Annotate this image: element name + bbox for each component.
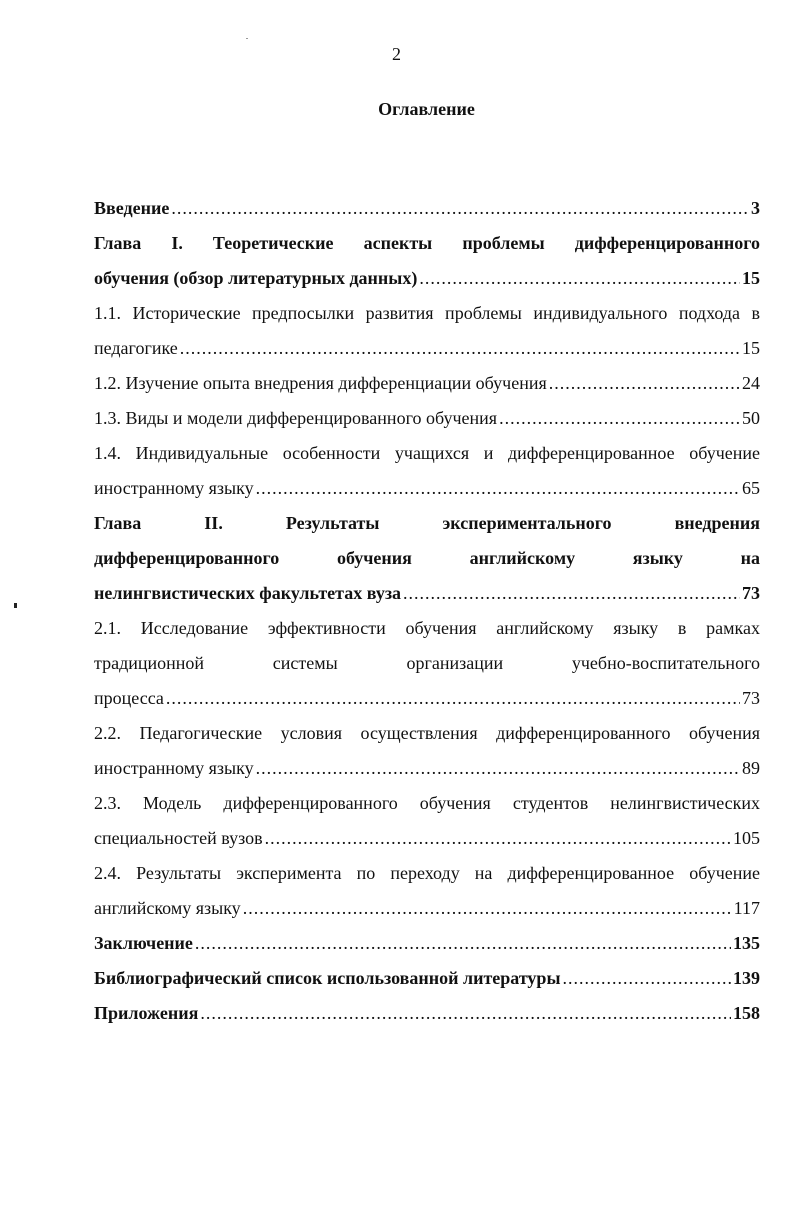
toc-entry: [94, 856, 760, 926]
dot-leader: [200, 996, 731, 1031]
toc-entry-last-line: [94, 961, 760, 996]
toc-entry-title: нелингвистических факультетах вуза: [94, 583, 402, 603]
toc-entry-last-line: [94, 996, 760, 1031]
toc-entry: [94, 611, 760, 716]
dot-leader: [195, 926, 731, 961]
dot-leader: [166, 681, 740, 716]
toc-entry-page: 15: [742, 268, 760, 288]
toc-entry-page: 105: [733, 828, 760, 848]
toc-entry-title: английскому языку: [94, 898, 241, 918]
dot-leader: [563, 961, 732, 996]
toc-entry-last-line: [94, 926, 760, 961]
toc-entry-page: 117: [733, 898, 760, 918]
toc-entry-line: традиционной системы организации учебно-воспитательного: [94, 653, 760, 673]
toc-entry-title: Введение: [94, 198, 170, 218]
toc-entry-line: 2.2. Педагогические условия осуществления дифференцированного обучения: [94, 723, 760, 743]
toc-entry-page: 50: [742, 408, 760, 428]
toc-entry-last-line: [94, 681, 760, 716]
toc-entry: [94, 926, 760, 961]
toc-entry-title: 1.2. Изучение опыта внедрения дифференциации обучения: [94, 373, 547, 393]
toc-entry-title: Приложения: [94, 1003, 199, 1023]
table-of-contents: [94, 191, 760, 1031]
toc-entry: [94, 716, 760, 786]
toc-entry-title: педагогике: [94, 338, 178, 358]
toc-entry-line: дифференцированного обучения английскому языку на: [94, 548, 760, 568]
toc-entry: [94, 436, 760, 506]
toc-entry: [94, 296, 760, 366]
toc-entry: [94, 191, 760, 226]
toc-entry-line: 2.3. Модель дифференцированного обучения студентов нелингвистических: [94, 793, 760, 813]
toc-entry-last-line: [94, 331, 760, 366]
toc-entry-page: 73: [742, 583, 760, 603]
toc-entry-line: 1.4. Индивидуальные особенности учащихся и дифференцированное обучение: [94, 443, 760, 463]
toc-entry-last-line: [94, 576, 760, 611]
toc-entry-page: 73: [742, 688, 760, 708]
toc-entry-last-line: [94, 261, 760, 296]
toc-entry-page: 24: [742, 373, 760, 393]
toc-entry-title: иностранному языку: [94, 758, 254, 778]
dot-leader: [243, 891, 732, 926]
toc-entry-line: 2.4. Результаты эксперимента по переходу на дифференцированное обучение: [94, 863, 760, 883]
toc-entry-page: 65: [742, 478, 760, 498]
toc-entry-last-line: [94, 191, 760, 226]
toc-entry-title: иностранному языку: [94, 478, 254, 498]
toc-entry-last-line: [94, 751, 760, 786]
dot-leader: [256, 751, 740, 786]
toc-entry: [94, 961, 760, 996]
dot-leader: [403, 576, 740, 611]
toc-entry-line: Глава II. Результаты экспериментального внедрения: [94, 513, 760, 533]
page-number: 2: [392, 44, 401, 64]
toc-entry-page: 3: [751, 198, 760, 218]
toc-entry-title: Библиографический список использованной литературы: [94, 968, 561, 988]
toc-entry-last-line: [94, 891, 760, 926]
toc-entry-title: Заключение: [94, 933, 193, 953]
dot-leader: [549, 366, 740, 401]
toc-entry: [94, 226, 760, 296]
dot-leader: [180, 331, 740, 366]
toc-entry-line: 2.1. Исследование эффективности обучения английскому языку в рамках: [94, 618, 760, 638]
toc-entry-last-line: [94, 821, 760, 856]
toc-entry-line: 1.1. Исторические предпосылки развития проблемы индивидуального подхода в: [94, 303, 760, 323]
toc-entry-title: обучения (обзор литературных данных): [94, 268, 418, 288]
toc-entry-page: 139: [733, 968, 760, 988]
page-title: Оглавление: [378, 99, 475, 119]
toc-entry-title: 1.3. Виды и модели дифференцированного обучения: [94, 408, 498, 428]
toc-entry-last-line: [94, 366, 760, 401]
dot-leader: [499, 401, 740, 436]
toc-entry-last-line: [94, 471, 760, 506]
toc-entry-page: 89: [742, 758, 760, 778]
scan-mark: [14, 603, 17, 608]
dot-leader: [265, 821, 731, 856]
toc-entry-page: 15: [742, 338, 760, 358]
dot-leader: [419, 261, 740, 296]
toc-entry-page: 158: [733, 1003, 760, 1023]
scan-speck: [246, 38, 248, 39]
toc-entry-title: процесса: [94, 688, 164, 708]
toc-entry: [94, 996, 760, 1031]
toc-entry: [94, 366, 760, 401]
toc-entry-line: Глава I. Теоретические аспекты проблемы дифференцированного: [94, 233, 760, 253]
toc-entry: [94, 401, 760, 436]
dot-leader: [256, 471, 740, 506]
toc-entry-last-line: [94, 401, 760, 436]
toc-entry: [94, 506, 760, 611]
toc-entry-title: специальностей вузов: [94, 828, 263, 848]
toc-entry-page: 135: [733, 933, 760, 953]
toc-entry: [94, 786, 760, 856]
dot-leader: [171, 191, 749, 226]
